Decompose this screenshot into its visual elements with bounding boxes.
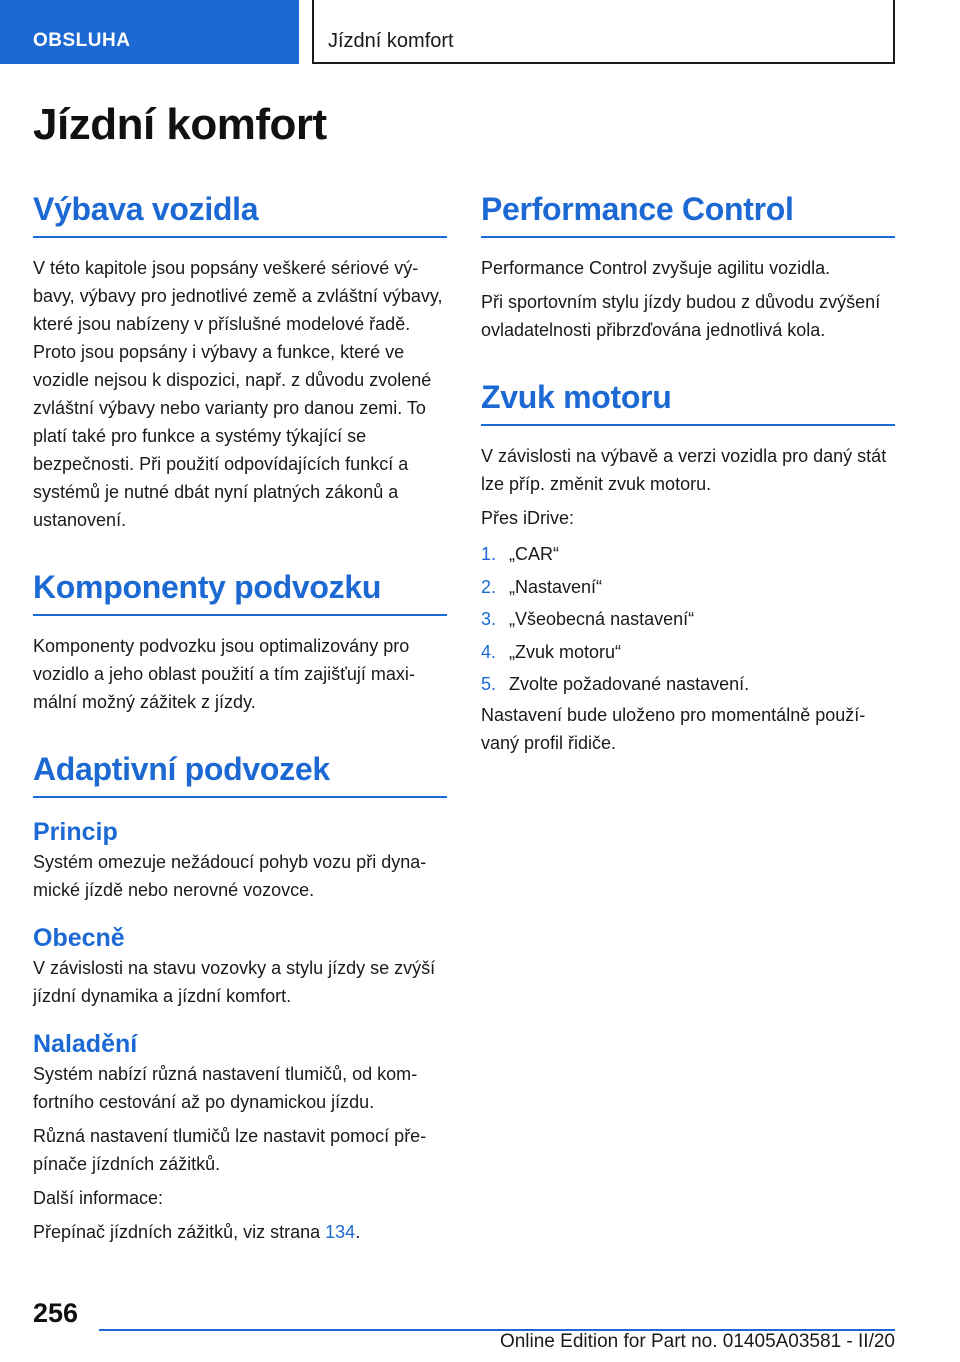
- cross-reference-text: Přepínač jízdních zážitků, viz strana: [33, 1222, 321, 1242]
- paragraph-princip: Systém omezuje nežádoucí pohyb vozu při dynamické jízdě nebo nerovné vozovce.: [33, 852, 427, 900]
- heading-komponenty-podvozku: Komponenty podvozku: [33, 568, 447, 616]
- cross-reference-period: .: [355, 1222, 361, 1242]
- step-text: „CAR“: [509, 544, 559, 564]
- paragraph-zvuk-1: V závislosti na výbavě a verzi vozidla pro daný stát lze příp. změnit zvuk motoru.: [481, 446, 887, 494]
- heading-adaptivni-podvozek: Adaptivní podvozek: [33, 750, 447, 798]
- page-number: 256: [33, 1298, 79, 1328]
- paragraph-vybava: V této kapitole jsou popsány veškeré sériové výbavy, výbavy pro jednotlivé země a zvláštní výbavy, které jsou nabízeny v příslušné modelové řadě. Proto jsou popsány i výbavy a funkce, které ve vozidle nejsou k dispozici, např. z důvodu zvolené zvláštní výbavy nebo varianty pro danou zemi. To platí také pro funkce a systémy týkající se bezpečnosti. Při použití odpovídajících funkcí a systémů je nutné dbát nyní platných zákonů a ustanovení.: [33, 258, 443, 530]
- step-number: 4.: [481, 641, 497, 662]
- page-title: Jízdní komfort: [33, 100, 327, 149]
- chapter-title: Jízdní komfort: [312, 0, 895, 64]
- paragraph-obecne: V závislosti na stavu vozovky a stylu jízdy se zvýší jízdní dynamika a jízdní komfort.: [33, 958, 436, 1006]
- step-text: Zvolte požadované nastavení.: [509, 674, 750, 694]
- paragraph-komponenty: Komponenty podvozku jsou optimalizovány pro vozidlo a jeho oblast použití a tím zajišťují maximální možný zážitek z jízdy.: [33, 636, 415, 712]
- list-item: [481, 636, 895, 669]
- footer-edition-text: Online Edition for Part no. 01405A03581 - II/20: [499, 1331, 895, 1352]
- step-text: „Nastavení“: [509, 576, 603, 597]
- heading-performance-control: Performance Control: [481, 190, 895, 238]
- heading-naladeni: Naladění: [33, 1030, 138, 1058]
- paragraph-performance-2: Při sportovním stylu jízdy budou z důvodu zvýšení ovladatelnosti přibrzďována jednotlivá kola.: [481, 292, 881, 340]
- step-text: „Všeobecná nastavení“: [509, 609, 695, 629]
- list-item: [481, 571, 895, 604]
- left-column: [33, 190, 447, 1246]
- paragraph-zvuk-3: Nastavení bude uloženo pro momentálně používaný profil řidiče.: [481, 704, 866, 753]
- right-column: [481, 190, 895, 757]
- heading-zvuk-motoru: Zvuk motoru: [481, 378, 895, 426]
- step-number: 3.: [481, 609, 497, 629]
- paragraph-naladeni-3: Další informace:: [33, 1188, 164, 1208]
- step-text: „Zvuk motoru“: [509, 641, 622, 662]
- heading-obecne: Obecně: [33, 924, 125, 952]
- page-link-134[interactable]: 134: [325, 1222, 356, 1242]
- list-item: [481, 603, 895, 636]
- paragraph-naladeni-1: Systém nabízí různá nastavení tlumičů, od komfortního cestování až po dynamickou jízdu.: [33, 1064, 418, 1112]
- heading-vybava-vozidla: Výbava vozidla: [33, 190, 447, 238]
- list-item: [481, 538, 895, 571]
- heading-princip: Princip: [33, 818, 118, 846]
- step-number: 5.: [481, 674, 497, 694]
- section-tab: OBSLUHA: [0, 0, 299, 64]
- paragraph-naladeni-4: [33, 1218, 447, 1246]
- step-number: 1.: [481, 544, 497, 564]
- paragraph-zvuk-2: Přes iDrive:: [481, 508, 575, 528]
- list-item: [481, 668, 895, 701]
- step-number: 2.: [481, 576, 497, 597]
- idrive-steps-list: [481, 538, 895, 701]
- paragraph-performance-1: Performance Control zvyšuje agilitu vozidla.: [481, 258, 831, 278]
- paragraph-naladeni-2: Různá nastavení tlumičů lze nastavit pomocí přepínače jízdních zážitků.: [33, 1126, 427, 1174]
